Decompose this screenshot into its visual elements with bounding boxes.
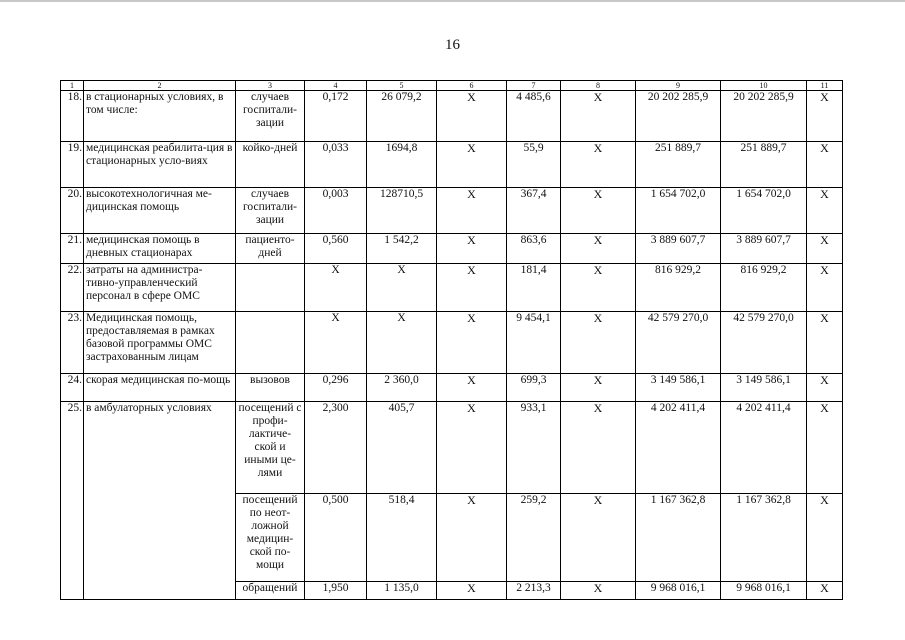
cell-c5: 1694,8 bbox=[367, 142, 437, 188]
cell-c4: 0,500 bbox=[305, 494, 367, 582]
row-unit: обращений bbox=[236, 582, 305, 600]
cell-c10: 3 889 607,7 bbox=[721, 234, 807, 264]
cell-c8: Х bbox=[561, 142, 636, 188]
row-number: 20. bbox=[61, 188, 84, 234]
cell-c8: Х bbox=[561, 312, 636, 374]
row-unit: случаев госпитали-зации bbox=[236, 188, 305, 234]
column-number-8: 8 bbox=[561, 81, 636, 91]
cell-c8: Х bbox=[561, 494, 636, 582]
cell-c5: Х bbox=[367, 312, 437, 374]
cell-c4: Х bbox=[305, 312, 367, 374]
row-name: затраты на администра-тивно-управленческий персонал в сфере ОМС bbox=[84, 264, 236, 312]
cell-c10: 9 968 016,1 bbox=[721, 582, 807, 600]
table-row bbox=[61, 188, 843, 234]
cell-c6: Х bbox=[437, 494, 507, 582]
cell-c9: 42 579 270,0 bbox=[636, 312, 721, 374]
cell-c6: Х bbox=[437, 402, 507, 494]
column-number-7: 7 bbox=[507, 81, 561, 91]
column-number-4: 4 bbox=[305, 81, 367, 91]
cell-c10: 20 202 285,9 bbox=[721, 91, 807, 142]
cell-c8: Х bbox=[561, 91, 636, 142]
cell-c8: Х bbox=[561, 582, 636, 600]
cell-c4: 0,172 bbox=[305, 91, 367, 142]
cell-c7: 367,4 bbox=[507, 188, 561, 234]
cell-c5: Х bbox=[367, 264, 437, 312]
cell-c5: 26 079,2 bbox=[367, 91, 437, 142]
row-number: 22. bbox=[61, 264, 84, 312]
row-unit: случаев госпитали-зации bbox=[236, 91, 305, 142]
table-body bbox=[61, 81, 843, 600]
cell-c9: 816 929,2 bbox=[636, 264, 721, 312]
cell-c8: Х bbox=[561, 188, 636, 234]
cell-c4: 0,003 bbox=[305, 188, 367, 234]
cell-c6: Х bbox=[437, 91, 507, 142]
cell-c4: 1,950 bbox=[305, 582, 367, 600]
row-number: 19. bbox=[61, 142, 84, 188]
table-row bbox=[61, 234, 843, 264]
column-number-9: 9 bbox=[636, 81, 721, 91]
column-number-row bbox=[61, 81, 843, 91]
cell-c10: 1 167 362,8 bbox=[721, 494, 807, 582]
row-unit: вызовов bbox=[236, 374, 305, 402]
row-number: 23. bbox=[61, 312, 84, 374]
cell-c9: 4 202 411,4 bbox=[636, 402, 721, 494]
cell-c4: 0,033 bbox=[305, 142, 367, 188]
page-number: 16 bbox=[445, 37, 460, 53]
row-name: скорая медицинская по-мощь bbox=[84, 374, 236, 402]
cell-c6: Х bbox=[437, 312, 507, 374]
row-name: медицинская помощь в дневных стационарах bbox=[84, 234, 236, 264]
cell-c10: 1 654 702,0 bbox=[721, 188, 807, 234]
cell-c8: Х bbox=[561, 264, 636, 312]
table-row bbox=[61, 264, 843, 312]
cell-c11: Х bbox=[807, 188, 843, 234]
cell-c11: Х bbox=[807, 234, 843, 264]
column-number-3: 3 bbox=[236, 81, 305, 91]
column-number-2: 2 bbox=[84, 81, 236, 91]
cell-c6: Х bbox=[437, 142, 507, 188]
cell-c7: 933,1 bbox=[507, 402, 561, 494]
tariff-table bbox=[60, 80, 843, 600]
cell-c8: Х bbox=[561, 234, 636, 264]
cell-c11: Х bbox=[807, 264, 843, 312]
row-number: 18. bbox=[61, 91, 84, 142]
cell-c10: 251 889,7 bbox=[721, 142, 807, 188]
cell-c5: 2 360,0 bbox=[367, 374, 437, 402]
cell-c4: 0,296 bbox=[305, 374, 367, 402]
column-number-11: 11 bbox=[807, 81, 843, 91]
row-unit: посещений по неот-ложной медицин-ской по-мощи bbox=[236, 494, 305, 582]
table-row bbox=[61, 142, 843, 188]
cell-c7: 55,9 bbox=[507, 142, 561, 188]
table-row bbox=[61, 312, 843, 374]
row-unit bbox=[236, 312, 305, 374]
row-number: 21. bbox=[61, 234, 84, 264]
cell-c5: 128710,5 bbox=[367, 188, 437, 234]
row-name: медицинская реабилита-ция в стационарных усло-виях bbox=[84, 142, 236, 188]
cell-c9: 1 167 362,8 bbox=[636, 494, 721, 582]
cell-c5: 518,4 bbox=[367, 494, 437, 582]
row-name: высокотехнологичная ме-дицинская помощь bbox=[84, 188, 236, 234]
column-number-5: 5 bbox=[367, 81, 437, 91]
cell-c6: Х bbox=[437, 264, 507, 312]
row-name: в амбулаторных условиях bbox=[84, 402, 236, 600]
table-row bbox=[61, 374, 843, 402]
scan-top-edge bbox=[0, 0, 905, 2]
cell-c10: 3 149 586,1 bbox=[721, 374, 807, 402]
cell-c5: 405,7 bbox=[367, 402, 437, 494]
cell-c9: 251 889,7 bbox=[636, 142, 721, 188]
row-unit: койко-дней bbox=[236, 142, 305, 188]
cell-c6: Х bbox=[437, 234, 507, 264]
cell-c8: Х bbox=[561, 402, 636, 494]
cell-c7: 181,4 bbox=[507, 264, 561, 312]
cell-c4: Х bbox=[305, 264, 367, 312]
cell-c7: 863,6 bbox=[507, 234, 561, 264]
table-row bbox=[61, 402, 843, 494]
row-name: Медицинская помощь, предоставляемая в рамках базовой программы ОМС застрахованным лицам bbox=[84, 312, 236, 374]
cell-c5: 1 542,2 bbox=[367, 234, 437, 264]
cell-c11: Х bbox=[807, 374, 843, 402]
cell-c9: 9 968 016,1 bbox=[636, 582, 721, 600]
row-unit bbox=[236, 264, 305, 312]
cell-c11: Х bbox=[807, 494, 843, 582]
cell-c9: 3 149 586,1 bbox=[636, 374, 721, 402]
cell-c10: 42 579 270,0 bbox=[721, 312, 807, 374]
cell-c8: Х bbox=[561, 374, 636, 402]
column-number-6: 6 bbox=[437, 81, 507, 91]
row-number: 24. bbox=[61, 374, 84, 402]
cell-c7: 259,2 bbox=[507, 494, 561, 582]
row-name: в стационарных условиях, в том числе: bbox=[84, 91, 236, 142]
cell-c6: Х bbox=[437, 374, 507, 402]
cell-c11: Х bbox=[807, 91, 843, 142]
row-unit: посещений с профи-лактиче-ской и иными це-лями bbox=[236, 402, 305, 494]
cell-c7: 2 213,3 bbox=[507, 582, 561, 600]
cell-c11: Х bbox=[807, 402, 843, 494]
cell-c4: 2,300 bbox=[305, 402, 367, 494]
cell-c7: 699,3 bbox=[507, 374, 561, 402]
cell-c9: 20 202 285,9 bbox=[636, 91, 721, 142]
cell-c6: Х bbox=[437, 188, 507, 234]
row-unit: пациенто-дней bbox=[236, 234, 305, 264]
cell-c10: 816 929,2 bbox=[721, 264, 807, 312]
cell-c10: 4 202 411,4 bbox=[721, 402, 807, 494]
cell-c7: 9 454,1 bbox=[507, 312, 561, 374]
cell-c9: 1 654 702,0 bbox=[636, 188, 721, 234]
cell-c7: 4 485,6 bbox=[507, 91, 561, 142]
cell-c11: Х bbox=[807, 142, 843, 188]
cell-c6: Х bbox=[437, 582, 507, 600]
table-row bbox=[61, 91, 843, 142]
cell-c11: Х bbox=[807, 312, 843, 374]
row-number: 25. bbox=[61, 402, 84, 600]
column-number-1: 1 bbox=[61, 81, 84, 91]
column-number-10: 10 bbox=[721, 81, 807, 91]
cell-c11: Х bbox=[807, 582, 843, 600]
cell-c9: 3 889 607,7 bbox=[636, 234, 721, 264]
cell-c5: 1 135,0 bbox=[367, 582, 437, 600]
cell-c4: 0,560 bbox=[305, 234, 367, 264]
